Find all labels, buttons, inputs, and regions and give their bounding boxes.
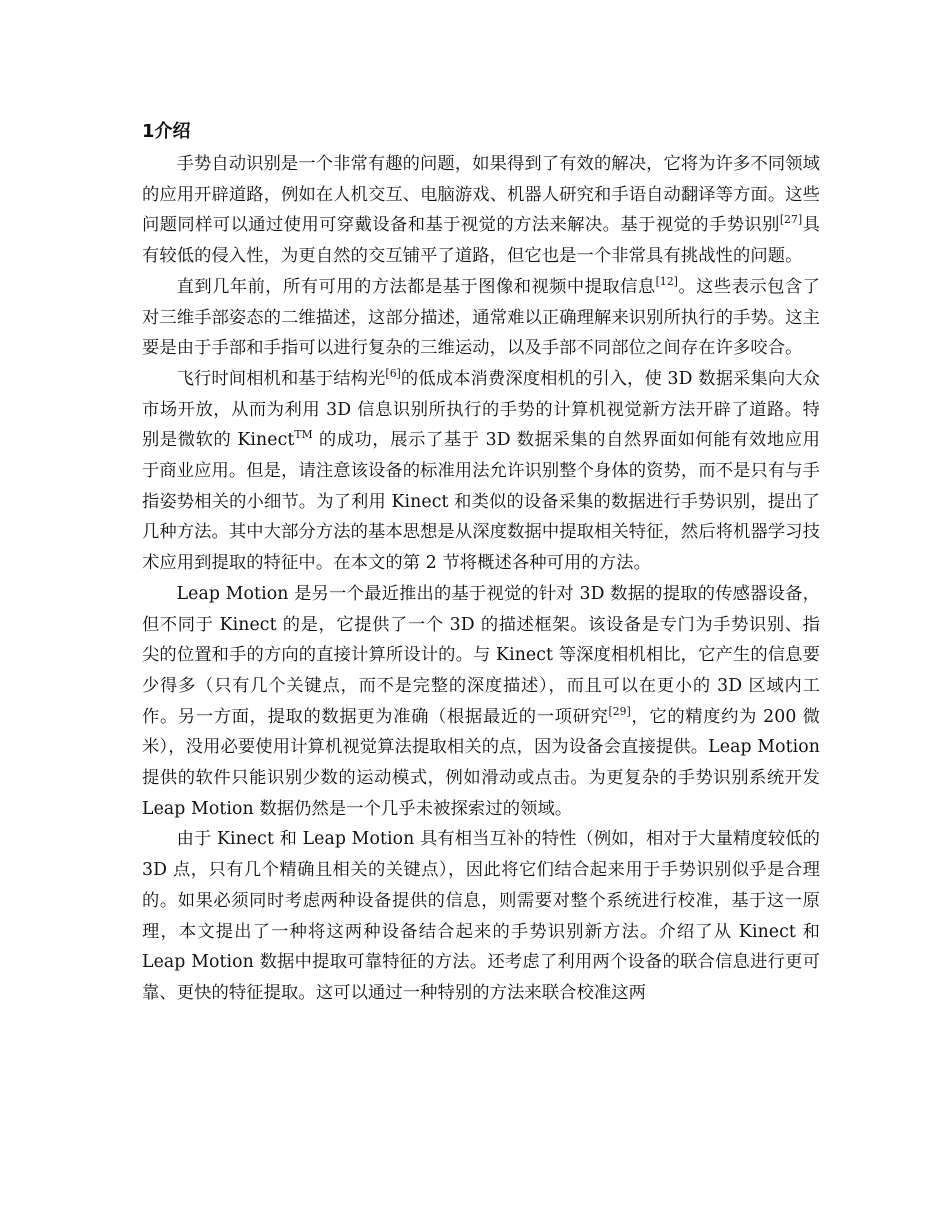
paragraph [142,364,820,579]
paragraph [142,579,820,825]
paragraph [142,272,820,364]
citation-ref: [27] [779,213,803,227]
paragraph [142,149,820,272]
section-heading: 1介绍 [142,121,191,142]
paragraph-text: Leap Motion 是另一个最近推出的基于视觉的针对 3D 数据的提取的传感器设备，但不同于 Kinect 的是，它提供了一个 3D 的描述框架。该设备是专门为手势识别、指尖的位置和手的方向的直接计算所设计的。与 Kinect 等深度相机相比，它产生的信息要少得多（只有几个关键点，而不是完整的深度描述），而且可以在更小的 3D 区域内工作。另一方面，提取的数据更为准确（根据最近的一项研究 [142,583,820,727]
paragraph-text: ，它的精度约为 200 微米），没用必要使用计算机视觉算法提取相关的点，因为设备会直接提供。Leap Motion 提供的软件只能识别少数的运动模式，例如滑动或点击。为更复杂的手势识别系统开发 Leap Motion 数据仍然是一个几乎未被探索过的领域。 [142,706,820,819]
paragraph-text: 。这些表示包含了对三维手部姿态的二维描述，这部分描述，通常难以正确理解来识别所执行的手势。这主要是由于手部和手指可以进行复杂的三维运动，以及手部不同部位之间存在许多咬合。 [142,276,820,359]
paragraph-text: 具有较低的侵入性，为更自然的交互铺平了道路，但它也是一个非常具有挑战性的问题。 [142,215,820,267]
paragraph-text: 的成功，展示了基于 3D 数据采集的自然界面如何能有效地应用于商业应用。但是，请注意该设备的标准用法允许识别整个身体的资势，而不是只有与手指姿势相关的小细节。为了利用 Kinect 和类似的设备采集的数据进行手势识别，提出了几种方法。其中大部分方法的基本思想是从深度数据中提取相关特征，然后将机器学习技术应用到提取的特征中。在本文的第 2 节将概述各种可用的方法。 [142,430,820,574]
paragraph-text: 手势自动识别是一个非常有趣的问题，如果得到了有效的解决，它将为许多不同领域的应用开辟道路，例如在人机交互、电脑游戏、机器人研究和手语自动翻译等方面。这些问题同样可以通过使用可穿戴设备和基于视觉的方法来解决。基于视觉的手势识别 [142,154,820,236]
trademark-mark: TM [294,428,313,442]
paragraph [142,824,820,1008]
paragraph-text: 直到几年前，所有可用的方法都是基于图像和视频中提取信息 [176,276,656,297]
paragraph-text: 的低成本消费深度相机的引入，使 3D 数据采集向大众市场开放，从而为利用 3D 信息识别所执行的手势的计算机视觉新方法开辟了道路。特别是微软的 Kinect [142,368,821,451]
paragraph-text: 飞行时间相机和基于结构光 [176,368,386,389]
citation-ref: [12] [655,275,679,289]
paragraph-text: 由于 Kinect 和 Leap Motion 具有相当互补的特性（例如，相对于大量精度较低的 3D 点，只有几个精确且相关的关键点），因此将它们结合起来用于手势识别似乎是合理的。如果必须同时考虑两种设备提供的信息，则需要对整个系统进行校准，基于这一原理，本文提出了一种将这两种设备结合起来的手势识别新方法。介绍了从 Kinect 和 Leap Motion 数据中提取可靠特征的方法。还考虑了利用两个设备的联合信息进行更可靠、更快的特征提取。这可以通过一种特别的方法来联合校准这两 [142,829,820,1003]
citation-ref: [6] [385,367,401,381]
citation-ref: [29] [608,704,631,718]
